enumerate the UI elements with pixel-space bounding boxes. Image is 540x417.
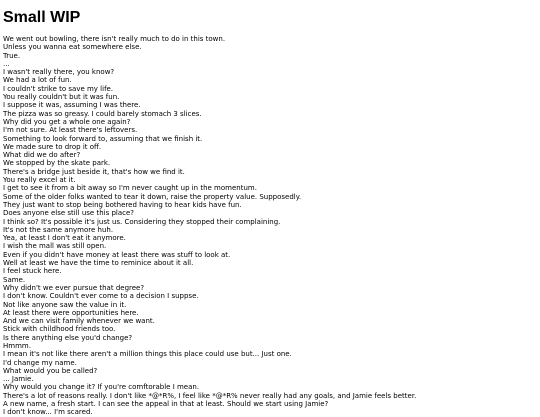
story-line: I'm not sure. At least there's leftovers.: [3, 126, 138, 135]
story-line: There's a bridge just beside it, that's how we find it.: [3, 167, 185, 176]
story-line: Why did you get a whole one again?: [3, 117, 131, 126]
story-line: Something to look forward to, assuming that we finish it.: [3, 134, 203, 143]
story-text: [3, 35, 537, 417]
story-line: Even if you didn't have money at least there was stuff to look at.: [3, 250, 231, 259]
story-line: Why didn't we ever pursue that degree?: [3, 283, 145, 292]
story-line: It's not the same anymore huh.: [3, 225, 114, 234]
story-line: Yea, at least I don't eat it anymore.: [3, 234, 126, 243]
story-line: I feel stuck here.: [3, 267, 62, 276]
story-line: Same.: [3, 275, 26, 284]
story-line: ... Jamie.: [3, 375, 34, 384]
story-line: What would you be called?: [3, 366, 98, 375]
story-line: I think so? It's possible it's just us. Considering they stopped their complaining.: [3, 217, 281, 226]
story-line: True.: [3, 51, 21, 60]
story-line: A new name, a fresh start. I can see the appeal in that at least. Should we start using Jamie?: [3, 400, 329, 409]
story-line: I couldn't strike to save my life.: [3, 84, 114, 93]
story-line: Not like anyone saw the value in it.: [3, 300, 127, 309]
story-line: Does anyone else still use this place?: [3, 209, 135, 218]
story-line: And we can visit family whenever we want.: [3, 317, 155, 326]
story-line: I'd change my name.: [3, 358, 77, 367]
story-line: I wasn't really there, you know?: [3, 68, 115, 77]
story-line: We had a lot of fun.: [3, 76, 72, 85]
story-line: The pizza was so greasy. I could barely stomach 3 slices.: [3, 109, 202, 118]
story-line: Stick with childhood friends too.: [3, 325, 116, 334]
story-line: What did we do after?: [3, 151, 81, 160]
story-line: Why would you change it? If you're comftorable I mean.: [3, 383, 200, 392]
story-line: I get to see it from a bit away so I'm never caught up in the momentum.: [3, 184, 257, 193]
story-line: I don't know... I'm scared.: [3, 408, 93, 417]
story-line: ...: [3, 59, 10, 68]
story-line: Some of the older folks wanted to tear it down, raise the property value. Supposedly.: [3, 192, 302, 201]
document-page: [3, 8, 537, 417]
page-title: Small WIP: [3, 9, 81, 26]
story-line: You really excel at it.: [3, 176, 76, 185]
story-line: We made sure to drop it off.: [3, 142, 102, 151]
story-line: We stopped by the skate park.: [3, 159, 111, 168]
story-line: We went out bowling, there isn't really much to do in this town.: [3, 35, 226, 43]
story-line: You really couldn't but it was fun.: [3, 93, 120, 102]
story-line: At least there were opportunities here.: [3, 308, 139, 317]
story-line: They just want to stop being bothered having to hear kids have fun.: [3, 200, 242, 209]
story-line: Hmmm.: [3, 341, 31, 350]
story-line: I suppose it was, assuming I was there.: [3, 101, 141, 110]
story-line: I don't know. Couldn't ever come to a decision I suppse.: [3, 292, 199, 301]
story-line: Unless you wanna eat somewhere else.: [3, 43, 142, 52]
story-line: I wish the mall was still open.: [3, 242, 107, 251]
story-line: There's a lot of reasons really. I don't like *@*R%, I feel like *@*R% never really had any goals, and Jamie feels better.: [3, 391, 417, 400]
story-line: I mean it's not like there aren't a million things this place could use but... Just one.: [3, 350, 292, 359]
story-line: Is there anything else you'd change?: [3, 333, 133, 342]
story-line: Well at least we have the time to reminice about it all.: [3, 259, 194, 268]
